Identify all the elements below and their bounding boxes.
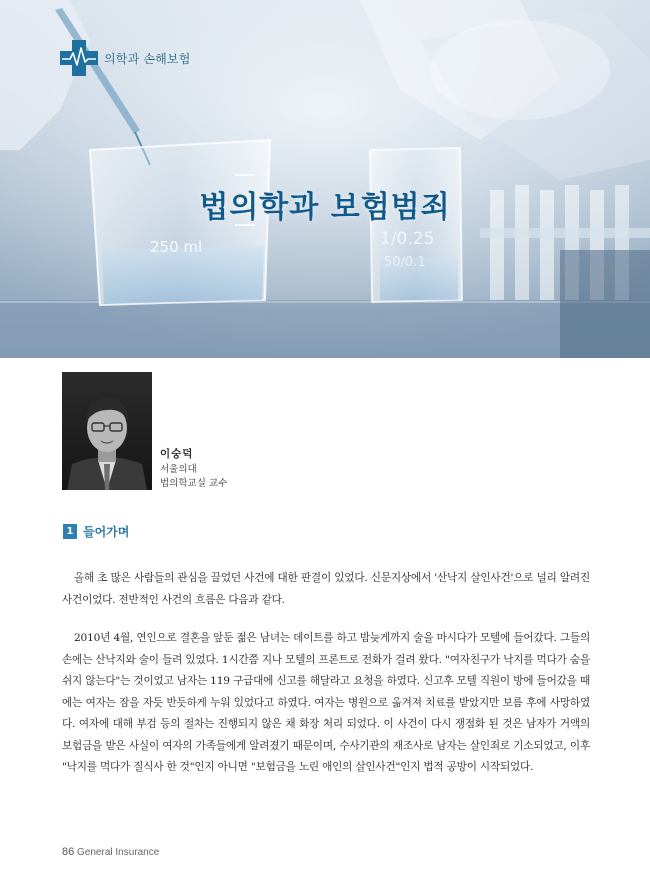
publication-name: General Insurance [77,847,160,858]
tube-marking-1: 1/0.25 [380,229,435,249]
beaker-marking: 250 ml [150,238,203,256]
body-paragraph-1: 올해 초 많은 사람들의 관심을 끌었던 사건에 대한 판결이 있었다. 신문지상에서 '산낙지 살인사건'으로 널리 알려진 사건이었다. 전반적인 사건의 흐름은 다음과 같다. [62,572,590,606]
author-photo [62,372,152,490]
author-info [160,446,227,491]
medical-cross-icon [60,40,98,76]
header-banner [0,0,650,358]
page-number: 86 [62,846,75,858]
author-department: 법의학교실 교수 [160,478,228,489]
section-title: 들어가며 [83,525,130,539]
section-heading [63,523,129,540]
author-affiliation: 서울의대 [160,464,197,475]
tube-marking-2: 50/0.1 [384,255,426,270]
author-name: 이숭덕 [160,448,194,460]
section-number: 1 [63,524,77,539]
section-tag-label: 의학과 손해보험 [104,51,191,66]
body-paragraph-2: 2010년 4월, 연인으로 결혼을 앞둔 젊은 남녀는 데이트를 하고 밤늦게까지 술을 마시다가 모텔에 들어갔다. 그들의 손에는 산낙지와 술이 들려 있었다. 1시간쯤 지나 모텔의 프론트로 전화가 걸려 왔다. "여자친구가 낙지를 먹다가 숨을 쉬지 않는다"는 것이었고 남자는 119 구급대에 신고를 해달라고 요청을 하였다. 신고후 모텔 직원이 방에 들어갔을 때에는 여자는 잠을 자듯 반듯하게 누워 있었다고 하였다. 여자는 병원으로 옮겨져 치료를 받았지만 보름 후에 사망하였다. 여자에 대해 부검 등의 절차는 진행되지 않은 채 화장 처리 되었다. 이 사건이 다시 쟁점화 된 것은 남자가 거액의 보험금을 받은 사실이 여자의 가족들에게 알려졌기 때문이며, 수사기관의 재조사로 남자는 살인죄로 기소되었고, 이후 "낙지를 먹다가 질식사 한 것"인지 아니면 "보험금을 노린 애인의 살인사건"인지 법적 공방이 시작되었다. [62,632,590,773]
page-footer [62,846,159,858]
section-tag [60,40,191,76]
article-title: 법의학과 보험범죄 [199,190,451,225]
